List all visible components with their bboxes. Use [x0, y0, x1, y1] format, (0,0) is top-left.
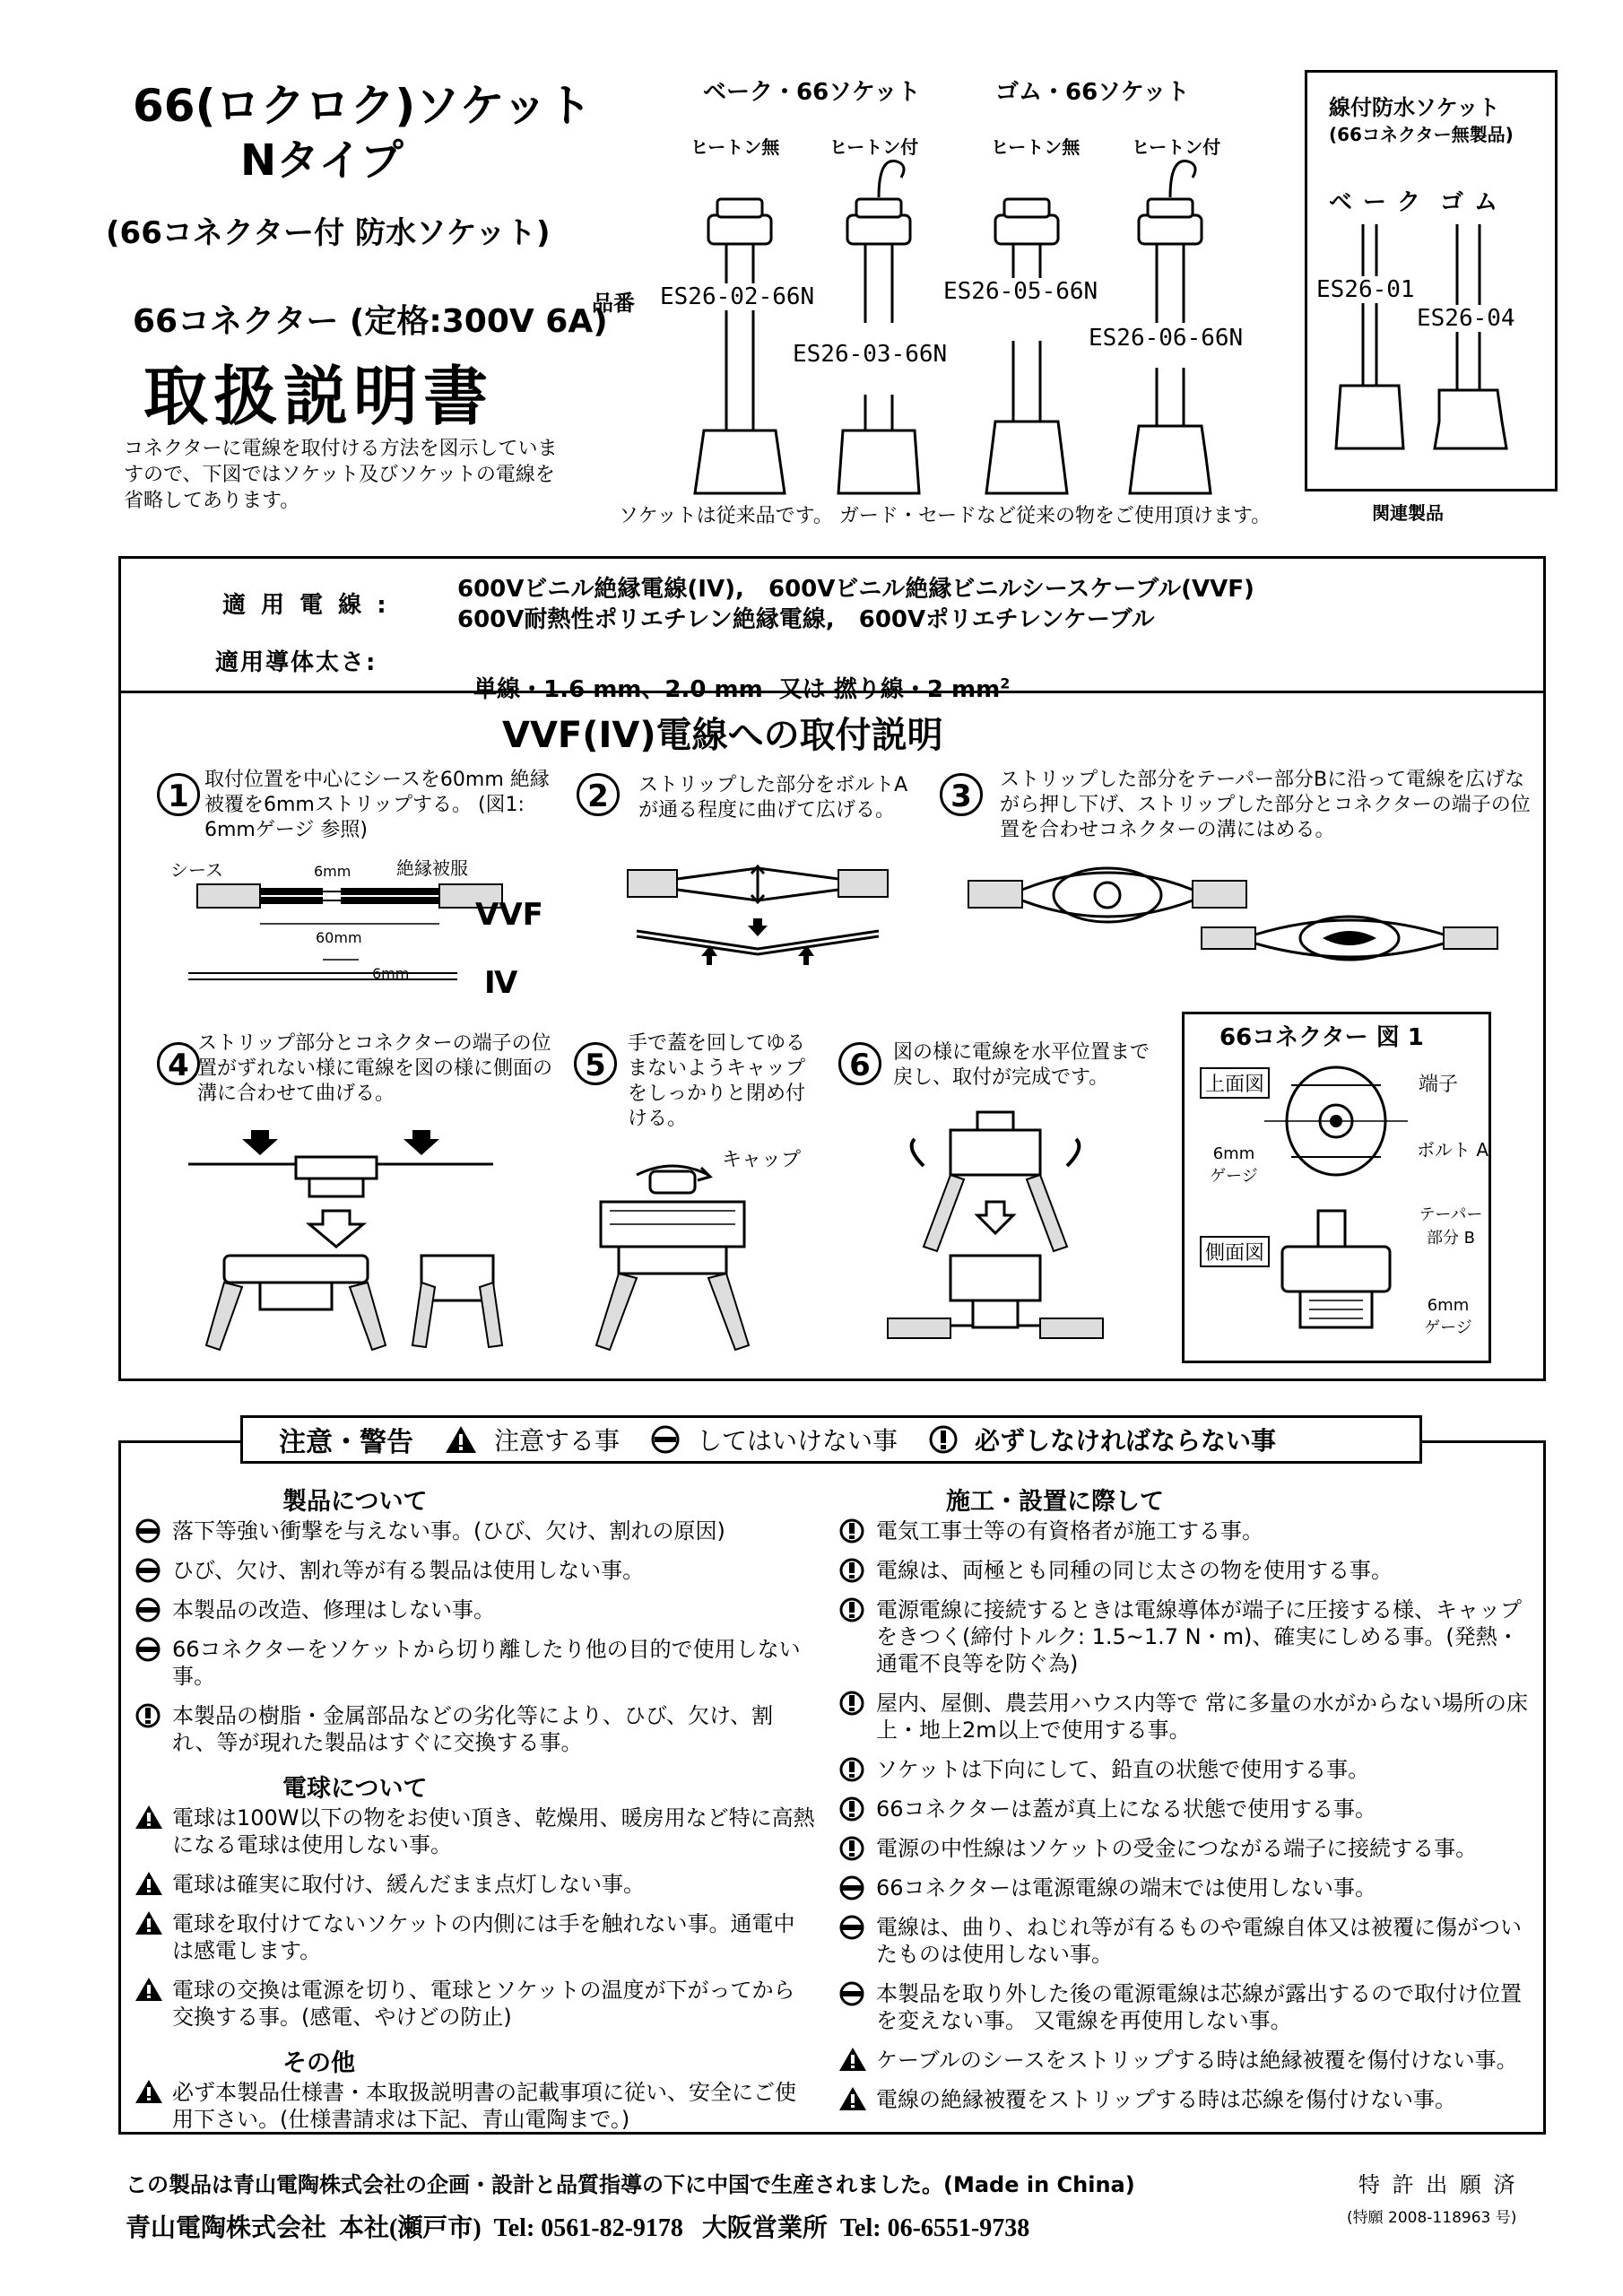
code-es26-05: ES26-05-66N	[943, 278, 1098, 305]
must-exclaim-icon	[838, 1690, 869, 1717]
size-sup: 2	[1000, 674, 1011, 692]
must-exclaim-icon	[838, 1796, 869, 1822]
vvf-cable-icon	[197, 884, 502, 924]
caution-item	[838, 1518, 1529, 1544]
related-subtitle: (66コネクター無製品)	[1329, 124, 1514, 145]
step4-number: 4	[157, 1042, 200, 1085]
related-gomu: ゴム	[1440, 189, 1509, 216]
code-es26-03: ES26-03-66N	[793, 341, 948, 368]
caution-triangle-icon	[135, 1871, 165, 1898]
prohibit-circle-icon	[838, 1874, 869, 1901]
with-hook-label-1: ヒートン付	[829, 136, 919, 158]
caution-triangle-icon	[838, 2086, 869, 2113]
caution-item	[135, 1910, 816, 1964]
caution-item-text: 電球の交換は電源を切り、電球とソケットの温度が下がってから交換する事。(感電、やけどの防止)	[172, 1978, 795, 2030]
step1-text: 取付位置を中心にシースを60mm 絶縁被覆を6mmストリップする。 (図1: 6mmゲージ 参照)	[204, 769, 550, 841]
caution-item	[135, 1702, 816, 1756]
company-info: 青山電陶株式会社 本社(瀬戸市) Tel: 0561-82-9178 大阪営業所 Tel: 06-6551-9738	[126, 2214, 1030, 2242]
caution-item-text: 電線の絶縁被覆をストリップする時は芯線を傷付けない事。	[876, 2087, 1457, 2112]
caution-item	[135, 1557, 816, 1584]
patent-text: 特 許 出 願 済	[1358, 2172, 1518, 2197]
related-caption: 関連製品	[1372, 502, 1444, 524]
related-title: 線付防水ソケット	[1329, 95, 1500, 120]
size-value	[457, 644, 1010, 704]
caution-item	[135, 1636, 816, 1690]
legend-must: 必ずしなければならない事	[975, 1426, 1277, 1456]
prohibit-circle-icon	[838, 1914, 869, 1941]
related-code-es26-04: ES26-04	[1417, 305, 1515, 332]
caution-item	[838, 1874, 1529, 1901]
caution-item-text: 66コネクターをソケットから切り離したり他の目的で使用しない事。	[172, 1637, 801, 1689]
caution-item-text: ひび、欠け、割れ等が有る製品は使用しない事。	[172, 1558, 645, 1583]
caution-triangle-icon	[838, 2047, 869, 2074]
figure1-taper: テーパー 部分 B	[1419, 1205, 1483, 1248]
related-socket-gomu-icon	[1435, 224, 1506, 448]
related-socket-illustrations	[1323, 224, 1547, 466]
caution-item	[838, 1835, 1529, 1862]
caution-item-text: 本製品を取り外した後の電源電線は芯線が露出するので取付け位置を変えない事。 又電線を再使用しない事。	[876, 1981, 1522, 2033]
caution-item-text: 本製品の樹脂・金属部品などの劣化等により、ひび、欠け、割れ、等が現れた製品はすぐに交換する事。	[172, 1703, 774, 1755]
step1-len6: 6mm	[372, 965, 410, 982]
caution-item	[135, 1805, 816, 1858]
prohibit-circle-icon	[135, 1557, 165, 1584]
step5-number: 5	[574, 1042, 617, 1085]
no-hook-label-2: ヒートン無	[991, 136, 1081, 158]
wire-label: 適 用 電 線 :	[222, 592, 390, 619]
caution-item	[838, 1756, 1529, 1783]
figure1-top-view: 上面図	[1200, 1067, 1270, 1099]
must-exclaim-icon	[838, 1756, 869, 1783]
caution-header-bar	[240, 1415, 1422, 1464]
related-bake: ベーク	[1329, 189, 1432, 216]
products-note: ソケットは従来品です。 ガード・セードなど従来の物をご使用頂けます。	[619, 505, 1271, 527]
caution-section-heading: その他	[282, 2049, 355, 2077]
cap-label: キャップ	[722, 1149, 802, 1171]
must-exclaim-icon	[838, 1596, 869, 1623]
step6-diagram	[888, 1103, 1148, 1363]
caution-item	[838, 1596, 1529, 1677]
caution-item	[838, 2047, 1529, 2074]
step4-text: ストリップ部分とコネクターの端子の位置がずれない様に電線を図の様に側面の溝に合わせて曲げる。	[197, 1032, 553, 1105]
step1-iv: Ⅳ	[484, 965, 518, 1001]
prohibit-circle-icon	[650, 1424, 681, 1455]
caution-item	[838, 1796, 1529, 1822]
caution-item	[135, 1518, 816, 1544]
step1-gauge: 6mm	[314, 863, 352, 880]
step6-text: 図の様に電線を水平位置まで戻し、取付が完成です。	[893, 1041, 1150, 1089]
wire-line1: 600Vビニル絶縁電線(IV), 600Vビニル絶縁ビニルシースケーブル(VVF)	[457, 576, 1254, 603]
caution-item-text: 電線は、両極とも同種の同じ太さの物を使用する事。	[876, 1558, 1393, 1583]
prohibit-circle-icon	[135, 1636, 165, 1663]
must-exclaim-icon	[135, 1702, 165, 1729]
caution-item	[135, 1596, 816, 1623]
caution-triangle-icon	[444, 1424, 478, 1455]
figure1-side-view: 側面図	[1200, 1236, 1270, 1267]
step2-diagram	[619, 859, 906, 976]
caution-item-text: 電源電線に接続するときは電線導体が端子に圧接する様、キャップをきつく(締付トルク: 1.5~1.7 N・m)、確実にしめる事。(発熱・通電不良等を防ぐ為)	[876, 1597, 1522, 1676]
figure1-gauge: 6mm ゲージ	[1210, 1144, 1258, 1186]
step5-diagram	[583, 1157, 762, 1363]
prohibit-circle-icon	[135, 1596, 165, 1623]
intro-text: コネクターに電線を取付ける方法を図示していますので、下図ではソケット及びソケットの電線を省略してあります。	[124, 438, 558, 512]
caution-item-text: 電源の中性線はソケットの受金につながる端子に接続する事。	[876, 1836, 1478, 1861]
step5-text: 手で蓋を回してゆるまないようキャップをしっかりと閉め付ける。	[628, 1032, 806, 1130]
caution-item-text: 電気工事士等の有資格者が施工する事。	[876, 1518, 1263, 1544]
part-number-label: 品番	[592, 291, 635, 316]
caution-item	[838, 1980, 1529, 2034]
caution-item	[135, 1871, 816, 1898]
caution-header-title: 注意・警告	[279, 1427, 413, 1458]
step1-insulation: 絶縁被服	[396, 857, 468, 879]
step3-number: 3	[940, 773, 983, 816]
size-value-text: 単線・1.6 mm、2.0 mm 又は 撚り線・2 mm	[473, 676, 1001, 703]
caution-item-text: ソケットは下向にして、鉛直の状態で使用する事。	[876, 1757, 1370, 1782]
group-bake-label: ベーク・66ソケット	[703, 79, 921, 106]
step2-text: ストリップした部分をボルトA が通る程度に曲げて広げる。	[638, 774, 908, 822]
manual-title: 取扱説明書	[143, 359, 494, 434]
title-line2: Nタイプ	[240, 135, 404, 186]
made-in-text: この製品は青山電陶株式会社の企画・設計と品質指導の下に中国で生産されました。(Made in China)	[126, 2172, 1135, 2197]
caution-item	[838, 1557, 1529, 1584]
caution-section-heading: 施工・設置に際して	[946, 1488, 1164, 1516]
caution-item	[135, 1977, 816, 2031]
caution-item-text: 電球は確実に取付け、緩んだまま点灯しない事。	[172, 1872, 646, 1897]
caution-section-heading: 製品について	[282, 1488, 428, 1516]
size-label: 適用導体太さ:	[215, 649, 378, 676]
caution-triangle-icon	[135, 1805, 165, 1831]
code-es26-02: ES26-02-66N	[660, 283, 815, 310]
caution-item-text: 落下等強い衝撃を与えない事。(ひび、欠け、割れの原因)	[172, 1518, 725, 1544]
caution-item-text: 電線は、曲り、ねじれ等が有るものや電線自体又は被覆に傷がついたものは使用しない事。	[876, 1915, 1522, 1967]
step1-len60: 60mm	[316, 929, 362, 946]
step2-number: 2	[577, 773, 620, 816]
step1-number: 1	[157, 773, 200, 816]
caution-item-text: 本製品の改造、修理はしない事。	[172, 1597, 495, 1622]
socket-es26-02-icon	[695, 199, 785, 493]
no-hook-label-1: ヒートン無	[690, 136, 780, 158]
caution-item-text: 必ず本製品仕様書・本取扱説明書の記載事項に従い、安全にご使用下さい。(仕様書請求は下記、青山電陶まで。)	[172, 2080, 796, 2132]
caution-item	[838, 1690, 1529, 1744]
legend-prohibit: してはいけない事	[697, 1426, 898, 1456]
title-line1: 66(ロクロク)ソケット	[133, 80, 593, 132]
install-title: VVF(IV)電線への取付説明	[502, 715, 943, 756]
socket-es26-05-icon	[986, 199, 1067, 493]
related-code-es26-01: ES26-01	[1316, 276, 1415, 303]
caution-item-text: 66コネクターは蓋が真上になる状態で使用する事。	[876, 1796, 1377, 1822]
caution-item-text: 電球を取付けてないソケットの内側には手を触れない事。通電中は感電します。	[172, 1911, 795, 1963]
prohibit-circle-icon	[838, 1980, 869, 2007]
related-socket-bake-icon	[1336, 224, 1403, 448]
figure1-bolt: ボルト A	[1417, 1139, 1489, 1161]
prohibit-circle-icon	[135, 1518, 165, 1544]
figure1-diagram	[1264, 1058, 1426, 1354]
code-es26-06: ES26-06-66N	[1089, 325, 1244, 352]
step1-sheath: シース	[170, 859, 223, 881]
socket-es26-03-icon	[838, 161, 919, 494]
rating: 66コネクター (定格:300V 6A)	[133, 303, 608, 340]
must-exclaim-icon	[838, 1835, 869, 1862]
caution-item-text: 屋内、屋側、農芸用ハウス内等で 常に多量の水がからない場所の床上・地上2m以上で使用する事。	[876, 1691, 1528, 1743]
step3-diagram	[968, 861, 1506, 978]
must-exclaim-icon	[838, 1518, 869, 1544]
caution-item	[838, 2086, 1529, 2113]
must-exclaim-icon	[928, 1424, 959, 1455]
step1-vvf: VVF	[475, 897, 543, 933]
title-line3: (66コネクター付 防水ソケット)	[106, 215, 551, 251]
caution-item	[838, 1914, 1529, 1968]
figure1-terminal: 端子	[1419, 1074, 1459, 1096]
caution-triangle-icon	[135, 1977, 165, 2004]
connector-side-view-icon	[1282, 1211, 1390, 1327]
caution-item-text: 電球は100W以下の物をお使い頂き、乾燥用、暖房用など特に高熱になる電球は使用しない事。	[172, 1805, 815, 1857]
must-exclaim-icon	[838, 1557, 869, 1584]
group-gomu-label: ゴム・66ソケット	[995, 79, 1190, 106]
caution-section-heading: 電球について	[282, 1775, 428, 1803]
step3-text: ストリップした部分をテーパー部分Bに沿って電線を広げながら押し下げ、ストリップした部分とコネクターの端子の位置を合わせコネクターの溝にはめる。	[1000, 769, 1531, 841]
figure1-gauge2: 6mm ゲージ	[1424, 1296, 1472, 1337]
wire-line2: 600V耐熱性ポリエチレン絶縁電線, 600Vポリエチレンケーブル	[457, 606, 1155, 633]
caution-item-text: 66コネクターは電源電線の端末では使用しない事。	[876, 1875, 1377, 1900]
patent-number: (特願 2008-118963 号)	[1347, 2209, 1517, 2227]
step4-diagram	[188, 1121, 565, 1363]
caution-triangle-icon	[135, 2079, 165, 2106]
connector-top-view-icon	[1264, 1067, 1408, 1175]
caution-item	[135, 2079, 816, 2133]
legend-caution: 注意する事	[494, 1426, 621, 1456]
step6-number: 6	[838, 1042, 881, 1085]
iv-cable-icon	[188, 960, 457, 979]
caution-triangle-icon	[135, 1910, 165, 1937]
caution-item-text: ケーブルのシースをストリップする時は絶縁被覆を傷付けない事。	[876, 2048, 1518, 2073]
figure1-title: 66コネクター 図 1	[1219, 1024, 1424, 1051]
with-hook-label-2: ヒートン付	[1132, 136, 1221, 158]
